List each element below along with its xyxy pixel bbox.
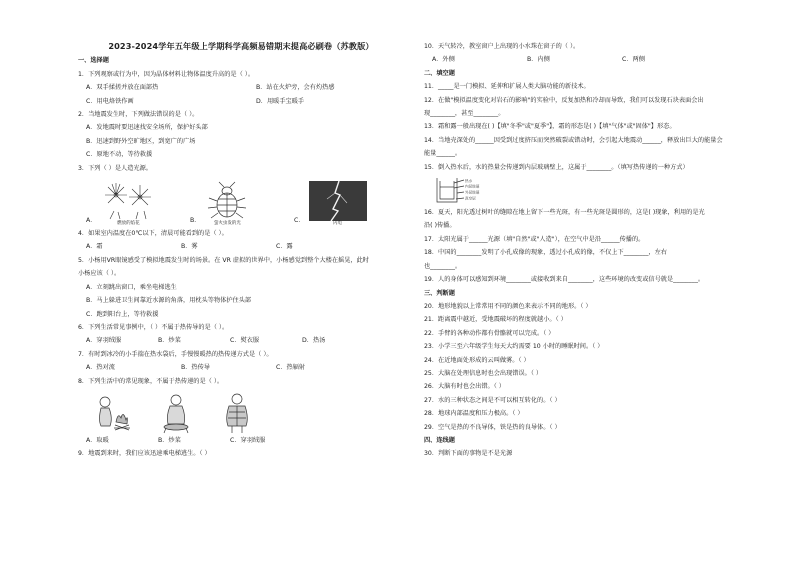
left-column [78,40,404,461]
campfire-warming-icon [94,392,132,434]
question-22: 22．手臂的各种动作都有骨骼就可以完成。（ ） [424,329,555,337]
question-25: 25．大脑在处理信息时也会出现错误。（ ） [424,369,543,377]
question-4: 4．如果室内温度在0℃以下，清晨可能看到的是（ ）。 [78,230,228,238]
option: B．炒菜 [158,436,181,444]
thermos-cup-icon [434,175,494,205]
option: B．迅速到野外空旷地区，到宽广的广场 [86,137,196,145]
question-12: 12．在做"模拟温度变化对岩石的影响"的实验中，反复加热和冷却而导致，我们可以发现石块表面会出 [424,96,704,104]
option: A．发地震时要迅速找安全场所，保护好头部 [86,124,208,132]
question-10-options [424,53,754,66]
question-20: 20．地形地貌以上常常用不同的颜色来表示不同的地形。（ ） [424,302,592,310]
question-13: 13．霜和露一般出现在( )【填"冬季"或"夏季"】，霜的形态是( )【填"气体"或"固体"】形态。 [424,123,676,131]
question-15: 15．倒入热水后，水的热量会传递到内层玻璃壁上，这属于________。（填写热传递的一种方式） [424,163,689,171]
question-3: 3．下列（ ）是人造光源。 [78,164,152,172]
option: B．马上躲进卫生间靠近水源的角落，用枕头等物体护住头部 [86,297,252,305]
right-column [424,40,754,461]
option-b [190,181,294,227]
fireworks-icon [100,181,156,221]
question-14: 14．当地壳深处的______因受到过度挤压而突然破裂或错动时，会引起大地震动______，释放出巨大的能量会 [424,136,723,144]
question-14-cont: 能量______。 [424,150,462,158]
option: C．原地不动，等待救援 [86,151,153,159]
question-2: 2．当地震发生时，下列做法错误的是（ ）。 [78,111,199,119]
question-24: 24．在近地面处形成的云叫做雾。（ ） [424,356,530,364]
question-1: 1．下列观察或行为中，因为晶体材料让物体温度升高的是（ ）。 [78,70,255,78]
question-6-options [78,334,404,347]
option: A．取暖 [86,436,109,444]
option: D．热汤 [302,337,326,345]
diagram-label: 外层玻璃 [465,190,480,195]
question-7: 7．有时到冰冷的小手揣在热水袋后，手慢慢暖热的热传递方式是（ ）。 [78,350,273,358]
question-6: 6．下列生活常见事例中，（ ）不属于热传导的是（ ）。 [78,323,229,331]
section-heading-judge: 三、判断题 [424,289,455,297]
option: B．站在火炉旁，会有灼热感 [256,84,335,92]
option: B．炒菜 [158,337,181,345]
section-heading-matching: 四、连线题 [424,436,455,444]
question-29: 29．空气是热的不良导体，铁是热的良导体。（ ） [424,423,561,431]
option: A．外侧 [432,56,455,64]
option: C．两侧 [622,56,645,64]
question-30: 30．判断下面的事物是不是光源 [424,450,513,458]
question-1-options [78,95,404,108]
question-16-cont: 沿( )传播。 [424,222,456,230]
option: A．霜 [86,243,103,251]
question-18-cont: 也________。 [424,262,462,270]
question-17: 17．太阳光属于______光源（填"自然"或"人造"），在空气中是沿______传播的。 [424,235,645,243]
question-7-options [78,361,404,374]
question-11: 11．_____是一门模拟、延伸和扩展人类大脑功能的新技术。 [424,83,590,91]
image-caption: 萤火虫发的光 [213,221,241,227]
question-8-images [78,388,404,434]
diagram-label: 内层玻璃 [465,184,480,189]
option: C．露 [276,243,293,251]
diagram-label: 真空层 [465,196,476,201]
option: B．内侧 [527,56,550,64]
question-8-options [78,434,404,447]
question-1-options [78,81,404,94]
diagram-label: 热水 [465,179,473,184]
section-heading-fill: 二、填空题 [424,69,455,77]
question-16: 16．夏天，阳光透过树叶的缝隙在地上留下一些光斑，有一些光斑是圆形的，这是( )现象，利用的是光 [424,209,705,217]
question-18: 18．中国的________发明了小孔成像的现象，透过小孔成的像，不仅上下________，左右 [424,249,667,257]
option-label: C． [294,216,305,224]
question-5: 5．小杨用VR眼镜感受了模拟地震发生时的场景。在 VR 虚拟的世界中，小杨感觉到整个大楼在摇晃，此时 [78,256,369,264]
question-26: 26．大脑有时也会出错。（ ） [424,383,505,391]
option: C．用电烙铁作画 [86,97,134,105]
option: A．热对流 [86,364,115,372]
option: C．熨衣服 [230,337,260,345]
option: B．雾 [181,243,198,251]
thermos-diagram [424,174,754,206]
question-23: 23．小学三至六年级学生每天大约需要 10 小时的睡眠时间。（ ） [424,343,604,351]
down-jacket-person-icon [220,392,254,434]
option: D．用暖手宝暖手 [256,97,305,105]
question-10: 10．天气转冷，教室窗户上出现的小水珠在窗子的（ ）。 [424,43,580,50]
question-19: 19．人的身体可以感知到环境________或接收到来自________，这些环境的改变或信号就是________。 [424,276,705,284]
option: C．热辐射 [276,364,306,372]
question-4-options [78,240,404,253]
question-12-cont: 现________，甚至________。 [424,110,505,118]
option-label: A． [86,216,97,224]
option: A．立刻跳出窗口，乘坐电梯逃生 [86,283,177,291]
firefly-icon [204,181,250,221]
option-label: B． [190,216,201,224]
image-caption: 闪电 [333,221,343,227]
question-28: 28．地球内部温度和压力极高。（ ） [424,410,524,418]
option: C．穿羽绒服 [230,436,266,444]
option: B．热传导 [181,364,210,372]
option-a [86,181,190,227]
option-c [294,181,398,227]
lightning-photo-icon [309,181,367,221]
option: A．穿羽绒服 [86,337,122,345]
page-title: 2023-2024学年五年级上学期科学高频易错期末提高必刷卷（苏教版） [108,41,374,51]
question-5-cont: 小杨应该（ ）。 [78,270,121,278]
question-8: 8．下列生活中的常见现象，不属于热传递的是（ ）。 [78,377,224,385]
image-caption: 燃放的焰花 [117,221,140,227]
option: A．双手揉搓并放在面部热 [86,84,159,92]
question-21: 21．距离震中越近，受地震破坏的程度就越小。（ ） [424,316,567,324]
question-27: 27．水的三种状态之间是不可以相互转化的。（ ） [424,396,561,404]
section-heading-choice: 一、选择题 [78,57,109,65]
question-9: 9．地震到来时，我们应该迅速乘电梯逃生。（ ） [78,450,211,458]
cooking-icon [158,392,194,434]
question-3-image-options [78,175,404,227]
option: C．跑到阳台上，等待救援 [86,310,159,318]
